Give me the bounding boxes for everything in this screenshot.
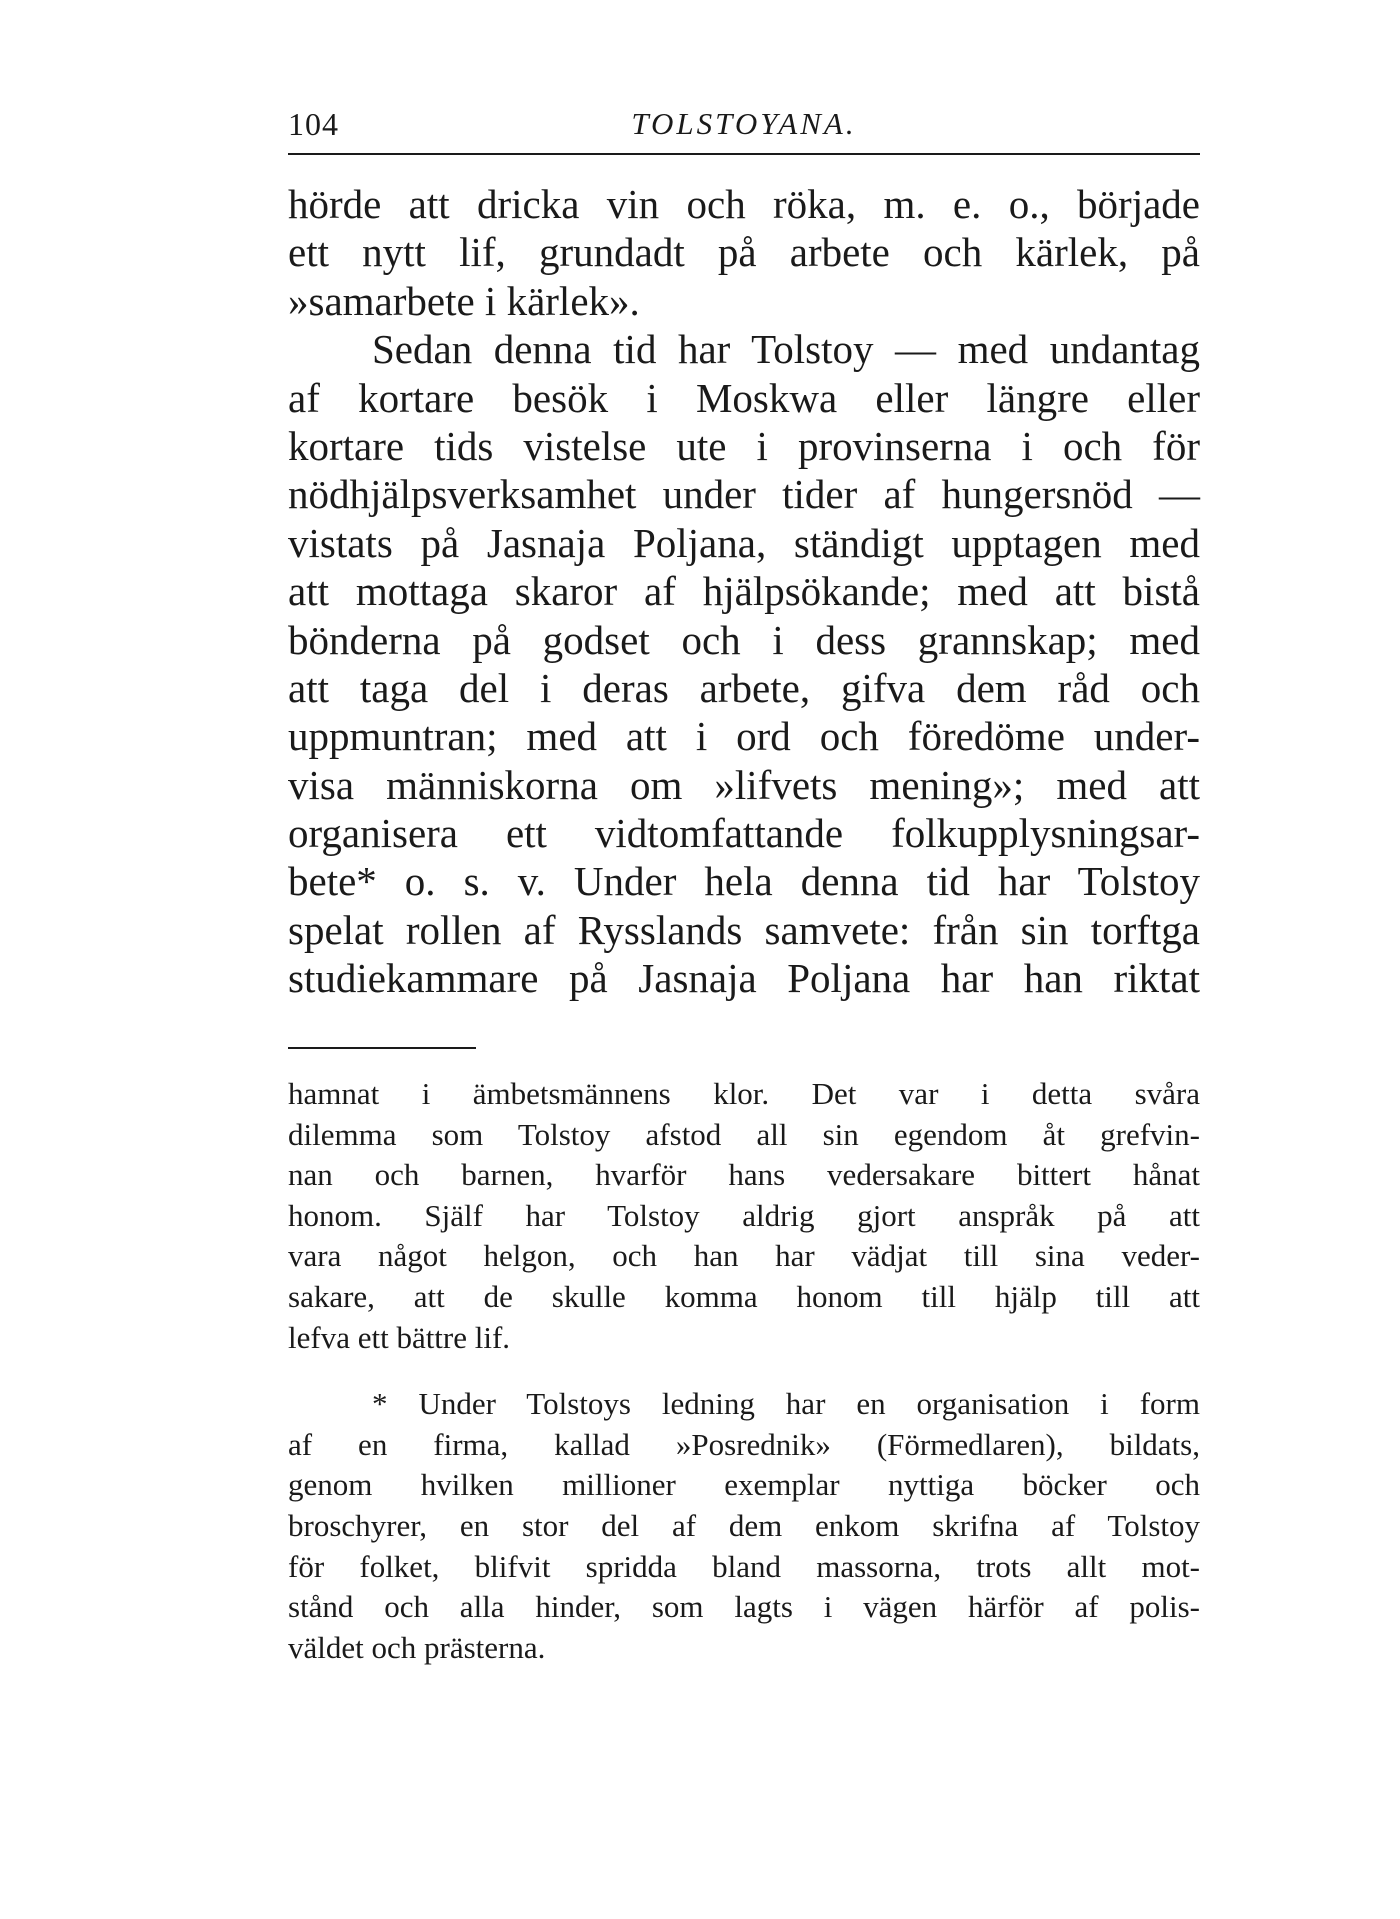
text-line: visa människorna om »lifvets mening»; med att [288, 761, 1200, 808]
text-line: hörde att dricka vin och röka, m. e. o., började [288, 181, 1200, 227]
text-line: organisera ett vidtomfattande folkupplysningsar- [288, 810, 1200, 857]
footnote-line: broschyrer, en stor del af dem enkom skrifna af Tolstoy [288, 1507, 1200, 1543]
footnote-asterisk [288, 1384, 1200, 1668]
footnote-line: * Under Tolstoys ledning har en organisation i form [372, 1386, 1200, 1422]
text-line: ett nytt lif, grundadt på arbete och kärlek, på [288, 229, 1200, 276]
footnote-line: genom hvilken millioner exemplar nyttiga böcker och [288, 1467, 1200, 1503]
running-title: TOLSTOYANA. [631, 106, 857, 141]
text-line: uppmuntran; med att i ord och föredöme under- [288, 713, 1200, 760]
footnote-line: hamnat i ämbetsmännens klor. Det var i detta svåra [288, 1076, 1200, 1111]
text-line: nödhjälpsverksamhet under tider af hungersnöd — [288, 471, 1200, 518]
text-line: att mottaga skaror af hjälpsökande; med att bistå [288, 568, 1200, 615]
footnote-line: lefva ett bättre lif. [288, 1319, 511, 1355]
text-line: bönderna på godset och i dess grannskap; med [288, 616, 1200, 663]
text-line: studiekammare på Jasnaja Poljana har han riktat [288, 955, 1200, 1002]
footnote-line: väldet och prästerna. [288, 1629, 546, 1665]
footnote-line: för folket, blifvit spridda bland massorna, trots allt mot- [288, 1548, 1200, 1584]
text-line: att taga del i deras arbete, gifva dem råd och [288, 664, 1200, 711]
text-line: vistats på Jasnaja Poljana, ständigt upptagen med [288, 519, 1200, 566]
footnote-line: honom. Själf har Tolstoy aldrig gjort anspråk på att [288, 1197, 1200, 1233]
page-header [288, 104, 1200, 144]
text-line: spelat rollen af Rysslands samvete: från sin torftga [288, 906, 1200, 953]
text-line: kortare tids vistelse ute i provinserna i och för [288, 422, 1200, 469]
text-line: af kortare besök i Moskwa eller längre eller [288, 374, 1200, 421]
footnote-line: nan och barnen, hvarför hans vedersakare bittert hånat [288, 1157, 1200, 1193]
footnotes [288, 1074, 1200, 1668]
footnote-line: af en firma, kallad »Posrednik» (Förmedlaren), bildats, [288, 1426, 1200, 1462]
page-number: 104 [288, 106, 339, 142]
footnote-line: vara något helgon, och han har vädjat till sina veder- [288, 1238, 1200, 1274]
footnote-line: stånd och alla hinder, som lagts i vägen härför af polis- [288, 1589, 1200, 1625]
footnote-rule [288, 1047, 476, 1049]
text-line: Sedan denna tid har Tolstoy — med undantag [372, 326, 1200, 373]
footnote-line: sakare, att de skulle komma honom till hjälp till att [288, 1278, 1200, 1314]
text-line: bete* o. s. v. Under hela denna tid har Tolstoy [288, 858, 1200, 905]
text-line: »samarbete i kärlek». [288, 277, 640, 324]
footnote-line: dilemma som Tolstoy afstod all sin egendom åt grefvin- [288, 1116, 1200, 1152]
footnote-spacer [288, 1358, 1200, 1384]
footnote-continued [288, 1074, 1200, 1358]
header-rule [288, 153, 1200, 155]
main-text [288, 180, 1200, 1003]
